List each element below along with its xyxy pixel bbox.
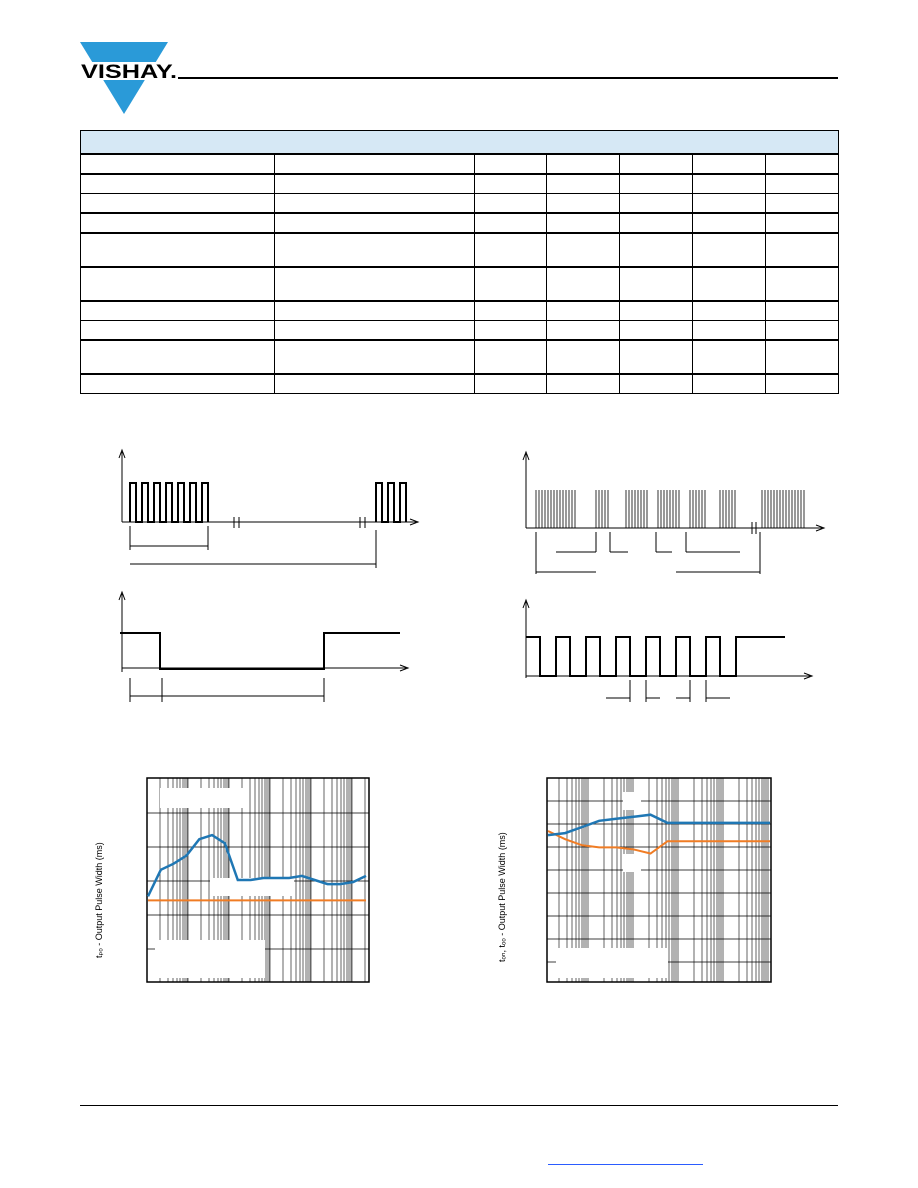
table-cell: [693, 321, 766, 341]
graph-right-hgrid: [547, 801, 771, 962]
table-cell: [475, 301, 547, 321]
table-row: [81, 233, 839, 267]
bl-signal: [120, 633, 400, 669]
br-dims: [606, 680, 730, 702]
table-cell: [475, 340, 547, 374]
table-cell: [547, 374, 620, 394]
table-cell: [620, 194, 693, 214]
table-body: [81, 154, 839, 394]
table-cell: [475, 213, 547, 233]
table-row: [81, 174, 839, 194]
timing-diagrams: [80, 440, 838, 710]
table-cell: [693, 174, 766, 194]
graph-right-orange-series: [548, 831, 770, 854]
table-row: [81, 267, 839, 301]
table-cell: [547, 154, 620, 174]
table-row: [81, 321, 839, 341]
table-cell: [475, 233, 547, 267]
table-cell: [766, 213, 839, 233]
table-cell: [766, 194, 839, 214]
tl-burst2: [376, 483, 406, 522]
graph-left: [80, 770, 380, 990]
table-cell: [620, 154, 693, 174]
table-row: [81, 301, 839, 321]
br-signal: [526, 637, 785, 676]
table-cell: [81, 340, 275, 374]
table-cell: [547, 194, 620, 214]
table-cell: [766, 340, 839, 374]
tl-burst1: [130, 483, 208, 522]
tl-dim1: [130, 526, 208, 550]
table-cell: [81, 321, 275, 341]
table-cell: [275, 233, 475, 267]
table-cell: [693, 194, 766, 214]
graph-right: [480, 770, 780, 990]
table-cell: [620, 340, 693, 374]
table-cell: [693, 154, 766, 174]
table-cell: [547, 233, 620, 267]
table-cell: [275, 301, 475, 321]
table-row: [81, 194, 839, 214]
table-cell: [547, 301, 620, 321]
table-cell: [547, 213, 620, 233]
table-cell: [475, 321, 547, 341]
table-cell: [547, 267, 620, 301]
tr-bursts: [536, 490, 804, 528]
table-cell: [766, 267, 839, 301]
table-cell: [693, 233, 766, 267]
graph-left-ylabel: tₚₒ - Output Pulse Width (ms): [94, 842, 104, 958]
table-cell: [766, 321, 839, 341]
footer-rule: [80, 1105, 838, 1106]
table-cell: [693, 213, 766, 233]
table-cell: [693, 374, 766, 394]
graph-right-legend-box-3: [556, 948, 668, 978]
table-cell: [620, 374, 693, 394]
table-cell: [620, 267, 693, 301]
graph-right-legend-box-2: [623, 854, 641, 872]
table-cell: [275, 267, 475, 301]
table-cell: [620, 233, 693, 267]
table-cell: [275, 194, 475, 214]
table-title: [81, 131, 839, 155]
table-cell: [81, 374, 275, 394]
graph-right-blue-series: [548, 815, 770, 835]
table-cell: [693, 340, 766, 374]
table-cell: [620, 213, 693, 233]
table-cell: [693, 267, 766, 301]
table-cell: [275, 374, 475, 394]
table-cell: [475, 194, 547, 214]
table-cell: [620, 301, 693, 321]
table-cell: [81, 194, 275, 214]
tr-dims: [536, 532, 760, 574]
table-cell: [275, 174, 475, 194]
table-cell: [766, 301, 839, 321]
graph-left-legend-box-3: [155, 940, 265, 978]
table-cell: [81, 267, 275, 301]
table-cell: [620, 174, 693, 194]
table-cell: [475, 154, 547, 174]
table-cell: [81, 154, 275, 174]
table-cell: [475, 267, 547, 301]
table-cell: [547, 340, 620, 374]
table-cell: [275, 340, 475, 374]
table-cell: [275, 213, 475, 233]
table-cell: [766, 154, 839, 174]
table-cell: [766, 233, 839, 267]
spec-table: [80, 130, 839, 394]
table-cell: [81, 301, 275, 321]
table-cell: [766, 174, 839, 194]
table-cell: [547, 174, 620, 194]
graph-right-legend-box-1: [623, 792, 641, 810]
table-cell: [475, 374, 547, 394]
graph-left-legend-box-1: [160, 788, 248, 808]
footer-link[interactable]: [548, 1150, 703, 1165]
graph-right-ylabel: tₒₙ, tₒₒ - Output Pulse Width (ms): [497, 832, 507, 962]
table-cell: [275, 154, 475, 174]
table-cell: [693, 301, 766, 321]
header-rule: [178, 77, 838, 79]
tl-dim2: [130, 530, 376, 568]
table-cell: [275, 321, 475, 341]
table-cell: [81, 174, 275, 194]
vishay-logo: [80, 40, 180, 116]
table-cell: [547, 321, 620, 341]
logo-text: VISHAY.: [81, 62, 177, 83]
table-row: [81, 374, 839, 394]
table-cell: [620, 321, 693, 341]
table-cell: [475, 174, 547, 194]
table-row: [81, 213, 839, 233]
table-row: [81, 154, 839, 174]
bl-dim: [130, 678, 324, 702]
table-cell: [81, 233, 275, 267]
table-cell: [766, 374, 839, 394]
table-row: [81, 340, 839, 374]
table-cell: [81, 213, 275, 233]
